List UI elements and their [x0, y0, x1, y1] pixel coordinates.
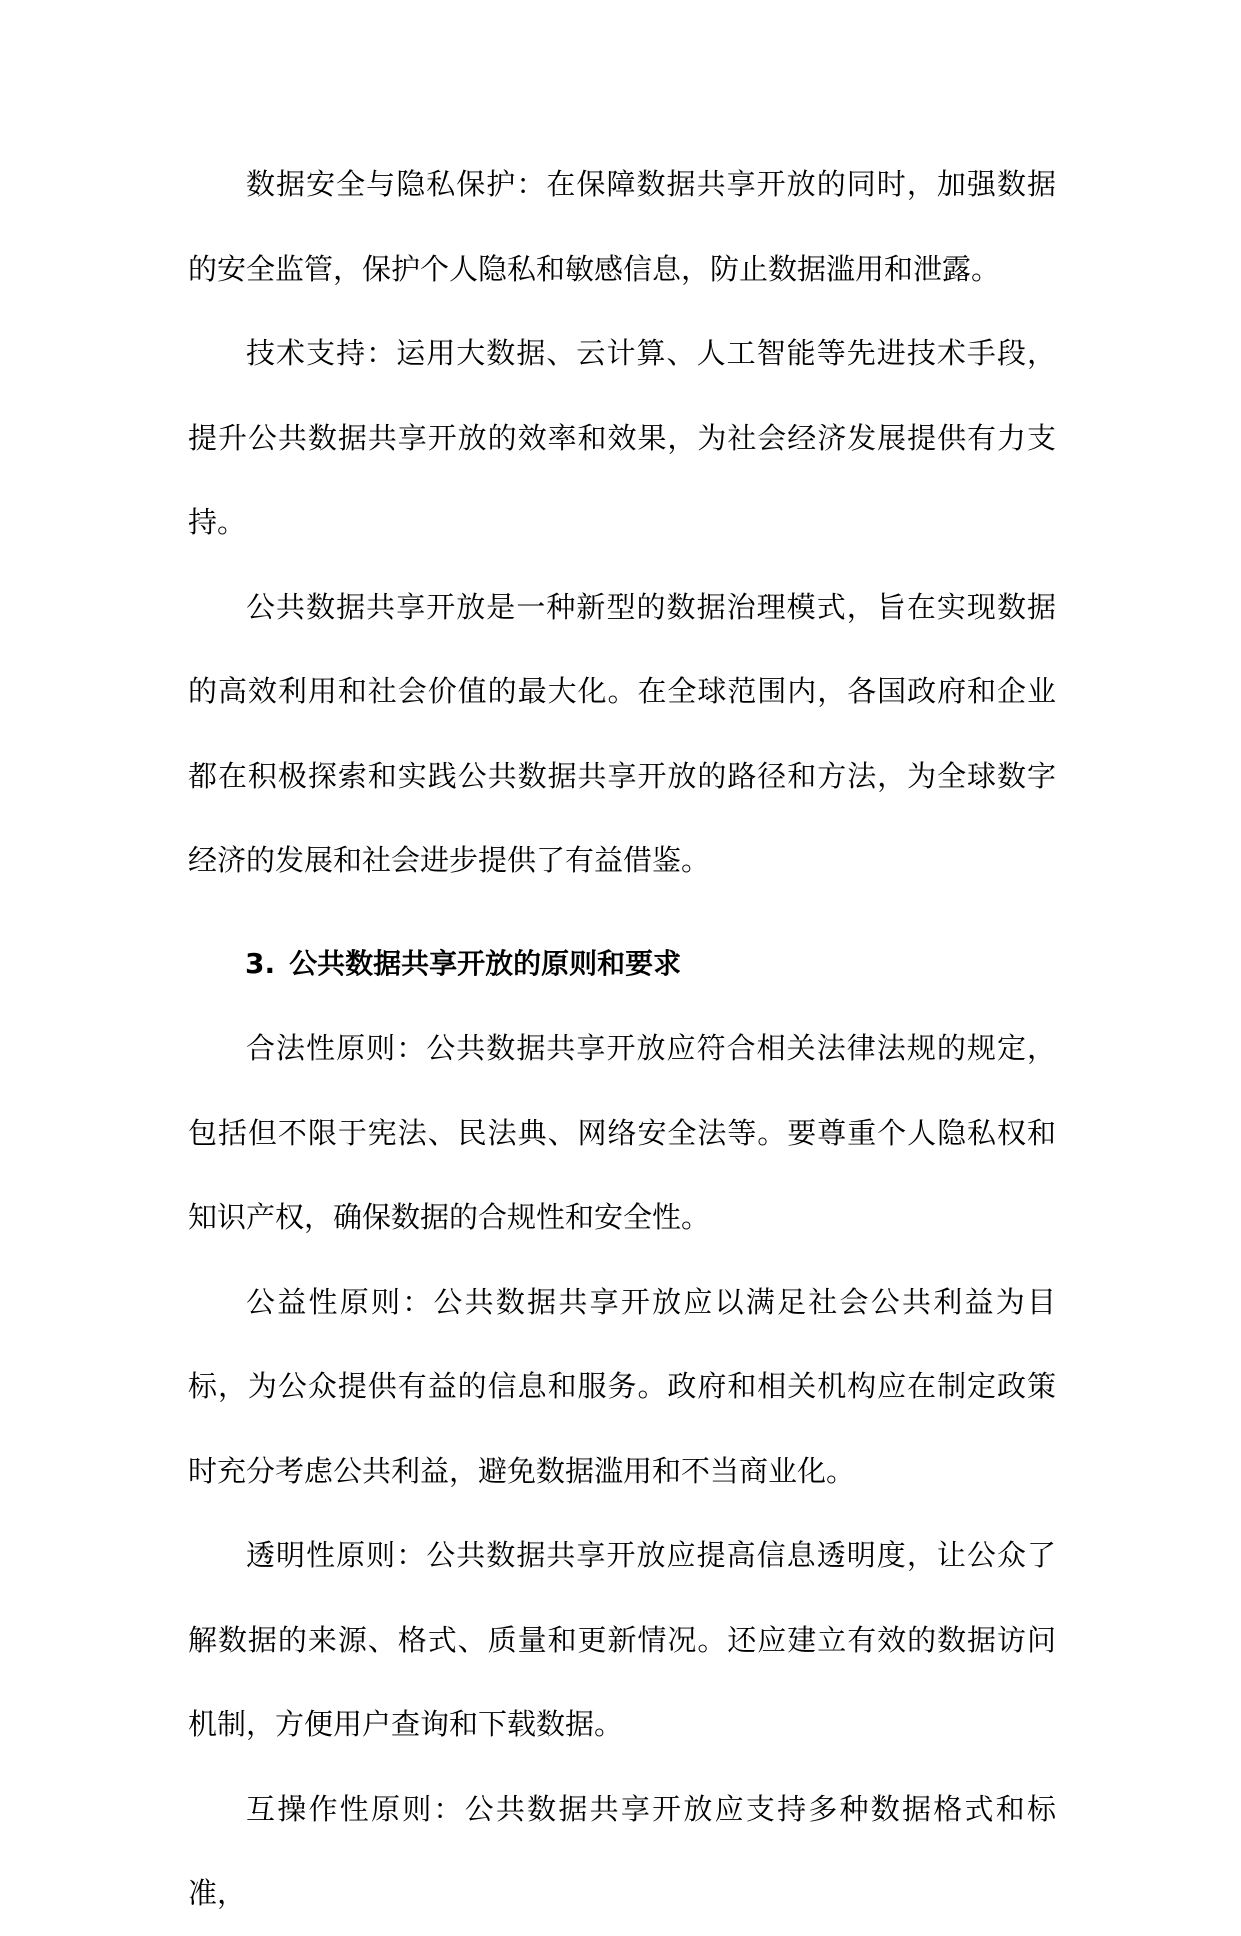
paragraph-public-interest-principle: 公益性原则：公共数据共享开放应以满足社会公共利益为目标，为公众提供有益的信息和服务。政府和相关机构应在制定政策时充分考虑公共利益，避免数据滥用和不当商业化。 [188, 1284, 1056, 1488]
document-body [188, 142, 1056, 1936]
paragraph-legality-principle: 合法性原则：公共数据共享开放应符合相关法律法规的规定，包括但不限于宪法、民法典、网络安全法等。要尊重个人隐私权和知识产权，确保数据的合规性和安全性。 [188, 1031, 1056, 1234]
paragraph-transparency-principle: 透明性原则：公共数据共享开放应提高信息透明度，让公众了解数据的来源、格式、质量和更新情况。还应建立有效的数据访问机制，方便用户查询和下载数据。 [188, 1538, 1056, 1741]
section-heading [188, 922, 1056, 1007]
paragraph-data-security: 数据安全与隐私保护：在保障数据共享开放的同时，加强数据的安全监管，保护个人隐私和敏感信息，防止数据滥用和泄露。 [188, 167, 1056, 286]
paragraph-technical-support: 技术支持：运用大数据、云计算、人工智能等先进技术手段，提升公共数据共享开放的效率和效果，为社会经济发展提供有力支持。 [188, 336, 1056, 539]
section-number: 3. [245, 946, 276, 980]
paragraph-governance-model: 公共数据共享开放是一种新型的数据治理模式，旨在实现数据的高效利用和社会价值的最大化。在全球范围内，各国政府和企业都在积极探索和实践公共数据共享开放的路径和方法，为全球数字经济的发展和社会进步提供了有益借鉴。 [188, 589, 1056, 877]
paragraph-interoperability-principle: 互操作性原则：公共数据共享开放应支持多种数据格式和标准， [188, 1791, 1056, 1910]
section-title: 公共数据共享开放的原则和要求 [289, 946, 682, 980]
